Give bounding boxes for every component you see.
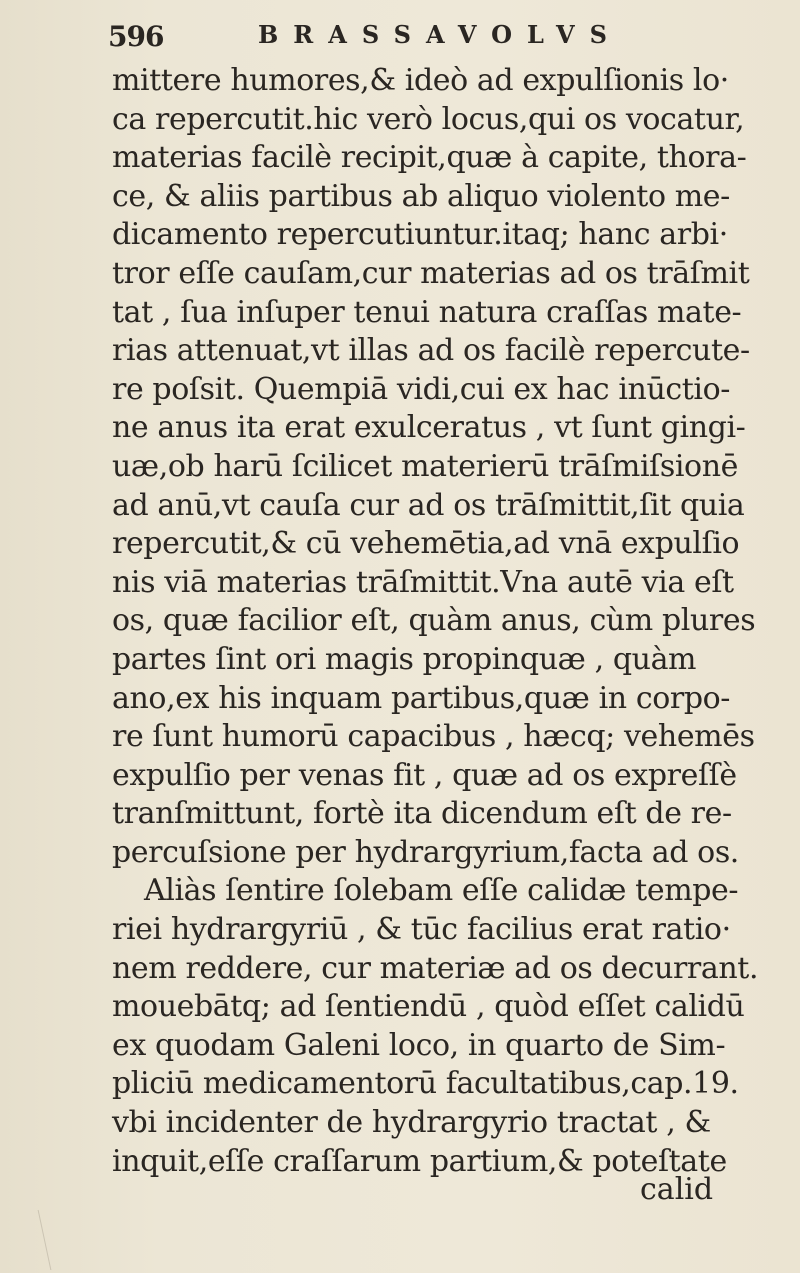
text-line: ne anus ita erat exulceratus , vt ſunt gingi- (112, 410, 746, 446)
running-title: BRASSAVOLVS (258, 20, 622, 49)
text-line: percuſsione per hydrargyrium,facta ad os. (112, 834, 739, 870)
text-line-paragraph-start: Aliàs ſentire ſolebam eſſe calidæ tempe- (144, 873, 739, 909)
text-line: mouebātq; ad ſentiendū , quòd eſſet calidū (112, 989, 745, 1025)
page-edge-mark (0, 1210, 51, 1270)
text-line: materias facilè recipit,quæ à capite, thora- (112, 140, 747, 176)
text-line: mittere humores,& ideò ad expulſionis lo· (112, 63, 729, 98)
text-line: ano,ex his inquam partibus,quæ in corpo- (112, 680, 731, 716)
text-line: re poſsit. Quempiā vidi,cui ex hac inūctio- (112, 371, 731, 407)
text-line: tror eſſe cauſam,cur materias ad os trāſmit (112, 255, 750, 291)
text-line: pliciū medicamentorū facultatibus,cap.19. (112, 1066, 739, 1102)
text-line: inquit,eſſe craſſarum partium,& poteſtate (112, 1143, 727, 1179)
text-line: tranſmittunt, fortè ita dicendum eſt de re- (112, 796, 732, 832)
text-line: dicamento repercutiuntur.itaq; hanc arbi· (112, 217, 728, 253)
text-line: re ſunt humorū capacibus , hæcq; vehemēs (112, 719, 755, 755)
text-line: uæ,ob harū ſcilicet materierū trāſmiſsionē (112, 448, 738, 484)
text-line: vbi incidenter de hydrargyrio tractat , & (112, 1105, 711, 1141)
text-line: rias attenuat,vt illas ad os facilè repercute- (112, 333, 750, 369)
text-line: os, quæ facilior eſt, quàm anus, cùm plures (112, 603, 756, 639)
text-line: partes ſint ori magis propinquæ , quàm (112, 641, 697, 677)
text-line: nis viā materias trāſmittit.Vna autē via eſt (112, 564, 734, 600)
text-line: nem reddere, cur materiæ ad os decurrant. (112, 950, 759, 986)
text-line: repercutit,& cū vehemētia,ad vnā expulſio (112, 526, 740, 562)
text-line: ad anū,vt cauſa cur ad os trāſmittit,ſit quia (112, 487, 745, 523)
page-header (108, 16, 688, 56)
text-line: ce, & aliis partibus ab aliquo violento me- (112, 178, 730, 214)
text-line: riei hydrargyriū , & tūc facilius erat ratio· (112, 912, 731, 948)
body-text (112, 62, 759, 1181)
page-number: 596 (108, 20, 164, 53)
catchword: calid (640, 1172, 714, 1207)
text-line: tat , ſua inſuper tenui natura craſſas mate- (112, 294, 742, 330)
text-line: ex quodam Galeni loco, in quarto de Sim- (112, 1027, 726, 1063)
text-line: expulſio per venas fit , quæ ad os expreſſè (112, 757, 737, 793)
text-line: ca repercutit.hic verò locus,qui os vocatur, (112, 101, 745, 137)
